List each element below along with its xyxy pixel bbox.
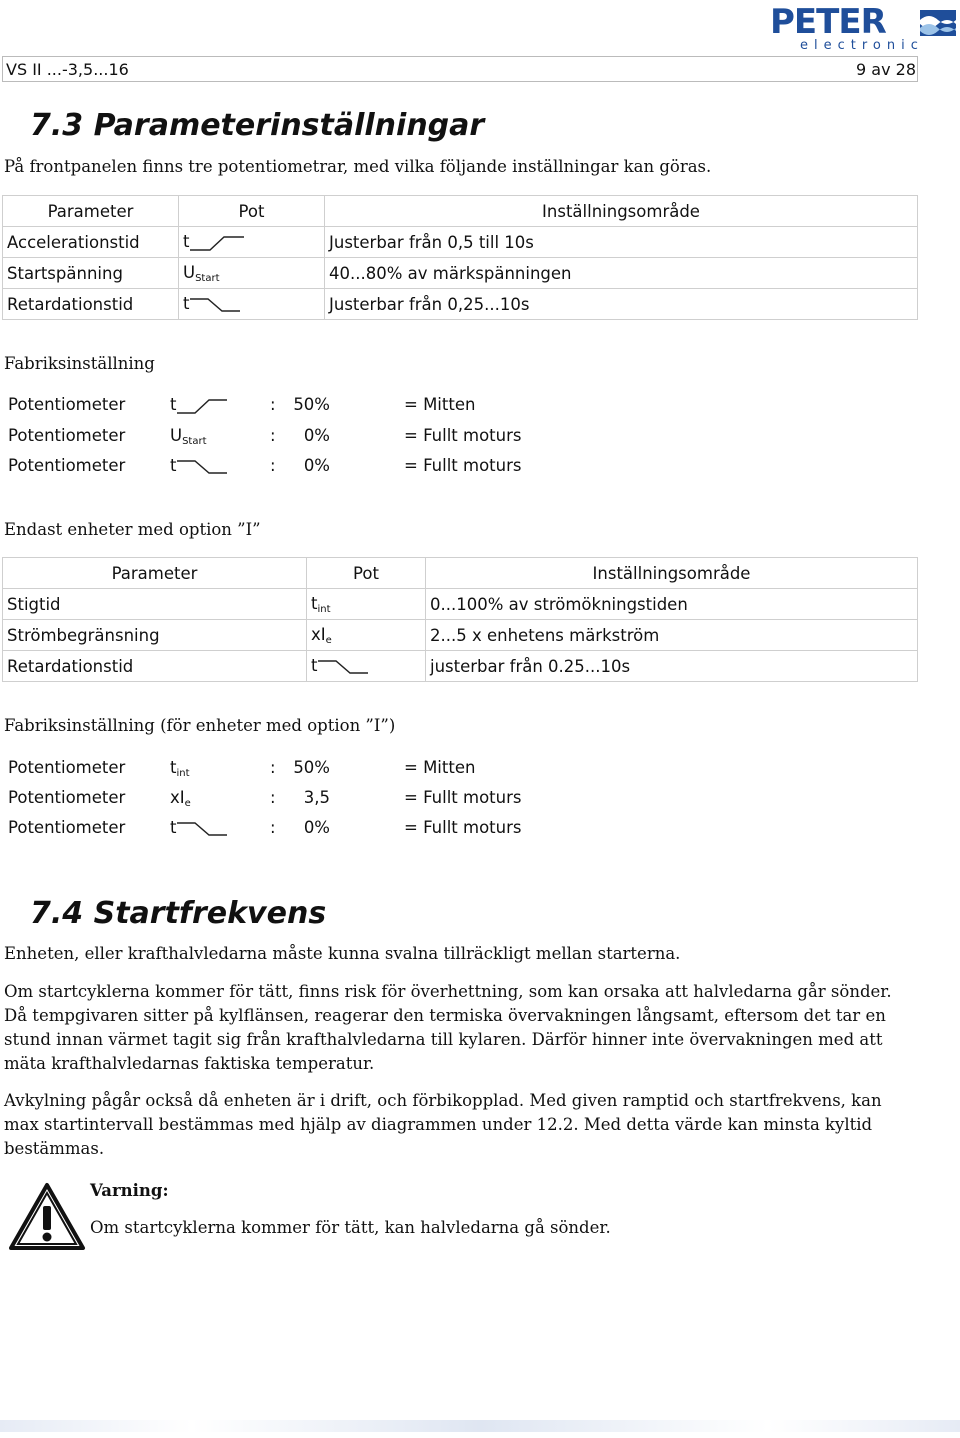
logo-wave-icon xyxy=(920,10,956,36)
table-header-row xyxy=(3,558,918,589)
paragraph-3: Avkylning pågår också då enheten är i drift, och förbikopplad. Med given ramptid och startfrekvens, kan max startintervall bestämmas med hjälp av diagrammen under 12.2. Med detta värde kan minsta kyltid bestämmas. xyxy=(4,1091,882,1158)
peter-electronic-logo xyxy=(770,4,960,52)
logo-text: PETER xyxy=(770,2,886,42)
ramp-up-icon xyxy=(177,397,227,415)
footer-bar xyxy=(0,1420,960,1432)
row-range: justerbar från 0.25...10s xyxy=(426,651,918,682)
header-bar xyxy=(2,56,918,82)
table-row xyxy=(3,258,918,289)
paragraph-1: Enheten, eller krafthalvledarna måste kunna svalna tillräckligt mellan starterna. xyxy=(4,944,681,963)
row-param: Retardationstid xyxy=(3,289,179,320)
option-factory-title: Fabriksinställning (för enheter med option ”I”) xyxy=(4,716,396,735)
row-pot: $U_{Start}$ xyxy=(179,258,325,289)
page-number: 9 av 28 xyxy=(856,60,916,79)
header-pot: Pot xyxy=(307,558,426,589)
ramp-down-icon xyxy=(177,820,227,838)
option-title: Endast enheter med option ”I” xyxy=(4,520,261,539)
ramp-up-icon xyxy=(190,234,246,252)
header-pot: Pot xyxy=(179,196,325,227)
header-range: Inställningsområde xyxy=(325,196,918,227)
section-heading-7-4: 7.4 Startfrekvens xyxy=(30,896,327,931)
section-heading-7-3: 7.3 Parameterinställningar xyxy=(30,108,485,143)
row-range: 0...100% av strömökningstiden xyxy=(426,589,918,620)
paragraph-2: Om startcyklerna kommer för tätt, finns risk för överhettning, som kan orsaka att halvledarna går sönder. Då tempgivaren sitter på kylflänsen, reagerar den termiska övervakningen långsamt, eftersom det tar en stund innan värmet tagit sig från krafthalvledarna till kylaren. Därför hinner inte övervakningen med att mäta krafthalvledarnas faktiska temperatur. xyxy=(4,982,892,1073)
factory-row: Potentiometer t : 0% = Fullt moturs xyxy=(8,456,522,475)
factory-row: Potentiometer $U_{Start}$ : 0% = Fullt moturs xyxy=(8,426,522,447)
table-row xyxy=(3,289,918,320)
row-param: Strömbegränsning xyxy=(3,620,307,651)
warning-text: Om startcyklerna kommer för tätt, kan halvledarna gå sönder. xyxy=(90,1218,611,1237)
table-row xyxy=(3,620,918,651)
parameter-table xyxy=(2,195,918,320)
ramp-down-icon xyxy=(190,296,240,314)
factory-row: Potentiometer t : 50% = Mitten xyxy=(8,395,476,414)
row-pot: t xyxy=(307,651,426,682)
warning-title: Varning: xyxy=(90,1181,169,1200)
option-factory-row: Potentiometer $t_{int}$ : 50% = Mitten xyxy=(8,758,476,779)
row-pot: $t_{int}$ xyxy=(307,589,426,620)
table-row xyxy=(3,589,918,620)
row-param: Retardationstid xyxy=(3,651,307,682)
header-parameter: Parameter xyxy=(3,558,307,589)
row-param: Stigtid xyxy=(3,589,307,620)
option-factory-row: Potentiometer $xI_e$ : 3,5 = Fullt moturs xyxy=(8,788,522,809)
logo-subtext: electronic xyxy=(800,38,924,53)
row-pot: t xyxy=(179,289,325,320)
option-factory-row: Potentiometer t : 0% = Fullt moturs xyxy=(8,818,522,837)
row-pot: $xI_e$ xyxy=(307,620,426,651)
document-title: VS II ...-3,5...16 xyxy=(6,60,129,79)
option-parameter-table xyxy=(2,557,918,682)
ramp-down-icon xyxy=(177,458,227,476)
header-parameter: Parameter xyxy=(3,196,179,227)
row-pot: t xyxy=(179,227,325,258)
ramp-down-icon xyxy=(318,658,368,676)
row-param: Startspänning xyxy=(3,258,179,289)
intro-paragraph: På frontpanelen finns tre potentiometrar, med vilka följande inställningar kan göras. xyxy=(4,157,712,176)
row-param: Accelerationstid xyxy=(3,227,179,258)
table-row xyxy=(3,651,918,682)
header-range: Inställningsområde xyxy=(426,558,918,589)
table-row xyxy=(3,227,918,258)
row-range: Justerbar från 0,25...10s xyxy=(325,289,918,320)
factory-title: Fabriksinställning xyxy=(4,354,155,373)
table-header-row xyxy=(3,196,918,227)
row-range: Justerbar från 0,5 till 10s xyxy=(325,227,918,258)
row-range: 40...80% av märkspänningen xyxy=(325,258,918,289)
warning-triangle-icon xyxy=(8,1182,86,1252)
row-range: 2...5 x enhetens märkström xyxy=(426,620,918,651)
